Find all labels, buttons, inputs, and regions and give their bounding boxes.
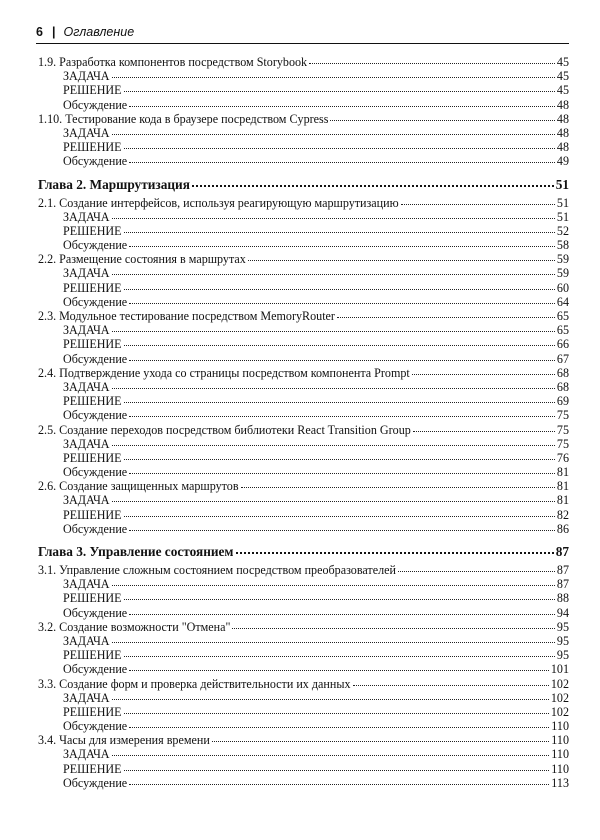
dot-leader <box>112 437 555 446</box>
toc-entry-label: 3.2. Создание возможности "Отмена" <box>38 619 231 634</box>
toc-entry-section[interactable] <box>38 733 569 747</box>
toc-entry-label: РЕШЕНИЕ <box>63 761 122 776</box>
toc-entry-sub[interactable] <box>38 352 569 366</box>
toc-entry-sub[interactable] <box>38 69 569 83</box>
toc-entry-chapter[interactable] <box>38 544 569 560</box>
dot-leader <box>124 705 549 714</box>
dot-leader <box>129 776 549 785</box>
toc-entry-page: 102 <box>550 690 569 705</box>
toc-entry-label: 1.9. Разработка компонентов посредством Storybook <box>38 55 308 69</box>
toc-entry-label: 2.5. Создание переходов посредством библиотеки React Transition Group <box>38 422 411 437</box>
toc-entry-page: 87 <box>555 544 569 559</box>
toc-entry-sub[interactable] <box>38 210 569 224</box>
dot-leader <box>112 380 555 389</box>
toc-entry-page: 113 <box>551 775 569 790</box>
toc-entry-sub[interactable] <box>38 98 569 112</box>
dot-leader <box>124 591 555 600</box>
toc-entry-sub[interactable] <box>38 337 569 351</box>
toc-entry-page: 48 <box>556 97 569 112</box>
page-number: 6 <box>36 25 43 39</box>
toc-entry-sub[interactable] <box>38 719 569 733</box>
toc-entry-section[interactable] <box>38 252 569 266</box>
toc-entry-page: 51 <box>556 209 569 224</box>
toc-entry-page: 69 <box>556 394 569 409</box>
toc-entry-sub[interactable] <box>38 437 569 451</box>
toc-entry-page: 75 <box>556 408 569 423</box>
dot-leader <box>124 140 555 149</box>
toc-entry-sub[interactable] <box>38 662 569 676</box>
toc-entry-label: Обсуждение <box>63 719 128 734</box>
running-header <box>36 22 569 42</box>
toc-entry-label: 2.2. Размещение состояния в маршрутах <box>38 252 246 267</box>
toc-entry-page: 95 <box>556 619 569 634</box>
toc-entry-label: Обсуждение <box>63 465 128 480</box>
dot-leader <box>112 493 555 502</box>
dot-leader <box>124 762 550 771</box>
toc-entry-sub[interactable] <box>38 606 569 620</box>
toc-entry-label: 2.4. Подтверждение ухода со страницы посредством компонента Prompt <box>38 365 410 380</box>
dot-leader <box>413 423 555 432</box>
toc-entry-label: Глава 3. Управление состоянием <box>38 544 234 559</box>
toc-entry-label: ЗАДАЧА <box>63 266 110 281</box>
toc-entry-sub[interactable] <box>38 762 569 776</box>
toc-entry-section[interactable] <box>38 423 569 437</box>
toc-entry-page: 66 <box>556 337 569 352</box>
toc-entry-page: 45 <box>556 83 569 98</box>
toc-entry-page: 48 <box>556 140 569 155</box>
toc-entry-page: 110 <box>551 719 569 734</box>
toc-entry-label: РЕШЕНИЕ <box>63 648 122 663</box>
dot-leader <box>129 522 555 531</box>
toc-entry-page: 75 <box>556 436 569 451</box>
toc-entry-page: 81 <box>556 465 569 480</box>
toc-entry-label: Обсуждение <box>63 154 128 169</box>
toc-entry-page: 95 <box>556 648 569 663</box>
toc-entry-sub[interactable] <box>38 522 569 536</box>
toc-entry-page: 60 <box>556 280 569 295</box>
toc-entry-label: РЕШЕНИЕ <box>63 83 122 98</box>
toc-entry-label: 3.1. Управление сложным состоянием посредством преобразователей <box>38 563 396 577</box>
toc-entry-label: Обсуждение <box>63 662 128 677</box>
toc-entry-page: 110 <box>551 733 569 748</box>
toc-entry-label: РЕШЕНИЕ <box>63 591 122 606</box>
toc-entry-page: 88 <box>556 591 569 606</box>
toc-entry-page: 48 <box>556 125 569 140</box>
toc-entry-label: РЕШЕНИЕ <box>63 337 122 352</box>
toc-entry-sub[interactable] <box>38 408 569 422</box>
header-title: Оглавление <box>63 25 135 39</box>
toc-entry-page: 110 <box>551 761 569 776</box>
toc-entry-label: 2.3. Модульное тестирование посредством MemoryRouter <box>38 309 335 323</box>
toc-entry-section[interactable] <box>38 55 569 69</box>
toc-entry-page: 58 <box>556 238 569 253</box>
toc-entry-page: 48 <box>556 111 569 126</box>
toc-entry-sub[interactable] <box>38 705 569 719</box>
toc-entry-sub[interactable] <box>38 380 569 394</box>
dot-leader <box>124 224 555 233</box>
dot-leader <box>124 337 555 346</box>
dot-leader <box>192 177 554 187</box>
toc-entry-label: РЕШЕНИЕ <box>63 450 122 465</box>
toc-entry-sub[interactable] <box>38 126 569 140</box>
dot-leader <box>112 634 555 643</box>
chapter-spacer <box>38 169 569 177</box>
header-separator: | <box>52 25 56 39</box>
toc-entry-label: РЕШЕНИЕ <box>63 704 122 719</box>
toc-entry-sub[interactable] <box>38 465 569 479</box>
toc-entry-sub[interactable] <box>38 747 569 761</box>
dot-leader <box>124 508 555 517</box>
dot-leader <box>112 747 550 756</box>
dot-leader <box>124 451 555 460</box>
toc-entry-label: 3.4. Часы для измерения времени <box>38 733 210 748</box>
toc-entry-sub[interactable] <box>38 451 569 465</box>
toc-entry-label: Обсуждение <box>63 521 128 536</box>
toc-entry-page: 51 <box>555 176 569 192</box>
dot-leader <box>129 238 555 247</box>
toc-entry-label: ЗАДАЧА <box>63 379 110 394</box>
toc-entry-label: 1.10. Тестирование кода в браузере посредством Cypress <box>38 111 329 126</box>
toc-entry-sub[interactable] <box>38 776 569 790</box>
toc-entry-page: 87 <box>556 577 569 592</box>
toc-entry-label: Обсуждение <box>63 238 128 253</box>
toc-entry-label: Глава 2. Маршрутизация <box>38 176 190 192</box>
toc-entry-page: 95 <box>556 633 569 648</box>
toc-entry-label: Обсуждение <box>63 351 128 366</box>
toc-entry-page: 102 <box>550 676 569 691</box>
toc-entry-section[interactable] <box>38 366 569 380</box>
dot-leader <box>129 719 549 728</box>
dot-leader <box>129 295 555 304</box>
toc-entry-label: РЕШЕНИЕ <box>63 223 122 238</box>
toc-entry-sub[interactable] <box>38 154 569 168</box>
toc-entry-page: 82 <box>556 507 569 522</box>
toc-entry-page: 64 <box>556 294 569 309</box>
toc-entry-page: 68 <box>556 365 569 380</box>
dot-leader <box>129 352 555 361</box>
toc-entry-label: ЗАДАЧА <box>63 125 110 140</box>
toc-entry-sub[interactable] <box>38 493 569 507</box>
dot-leader <box>241 479 555 488</box>
dot-leader <box>112 266 555 275</box>
dot-leader <box>112 210 555 219</box>
header-rule <box>36 43 569 44</box>
dot-leader <box>112 691 549 700</box>
dot-leader <box>353 677 549 686</box>
toc-entry-label: 3.3. Создание форм и проверка действительности их данных <box>38 676 351 691</box>
toc-entry-section[interactable] <box>38 620 569 634</box>
dot-leader <box>248 252 555 261</box>
toc-entry-page: 59 <box>556 252 569 267</box>
toc-entry-label: Обсуждение <box>63 775 128 790</box>
toc-entry-label: ЗАДАЧА <box>63 436 110 451</box>
toc-entry-section[interactable] <box>38 479 569 493</box>
chapter-spacer <box>38 536 569 544</box>
toc-entry-page: 65 <box>556 323 569 338</box>
toc-entry-page: 110 <box>551 747 569 762</box>
dot-leader <box>129 662 549 671</box>
toc-entry-label: ЗАДАЧА <box>63 323 110 338</box>
toc-entry-sub[interactable] <box>38 238 569 252</box>
toc-entry-chapter[interactable] <box>38 177 569 193</box>
dot-leader <box>212 733 549 742</box>
toc-entry-page: 81 <box>556 479 569 494</box>
toc-entry-page: 102 <box>550 704 569 719</box>
toc-entry-label: 2.1. Создание интерфейсов, используя реагирующую маршрутизацию <box>38 195 399 210</box>
toc-entry-sub[interactable] <box>38 281 569 295</box>
dot-leader <box>112 69 555 78</box>
toc-entry-section[interactable] <box>38 563 569 577</box>
toc-entry-label: РЕШЕНИЕ <box>63 140 122 155</box>
dot-leader <box>309 55 555 64</box>
table-of-contents <box>38 55 569 790</box>
toc-entry-sub[interactable] <box>38 140 569 154</box>
toc-entry-label: ЗАДАЧА <box>63 633 110 648</box>
toc-entry-page: 86 <box>556 521 569 536</box>
toc-entry-page: 52 <box>556 223 569 238</box>
dot-leader <box>124 281 555 290</box>
dot-leader <box>112 323 555 332</box>
toc-entry-sub[interactable] <box>38 508 569 522</box>
dot-leader <box>398 563 555 572</box>
dot-leader <box>412 366 555 375</box>
toc-entry-label: Обсуждение <box>63 605 128 620</box>
dot-leader <box>337 309 555 318</box>
dot-leader <box>330 112 554 121</box>
toc-entry-sub[interactable] <box>38 691 569 705</box>
toc-entry-label: РЕШЕНИЕ <box>63 394 122 409</box>
dot-leader <box>112 126 555 135</box>
toc-entry-page: 68 <box>556 379 569 394</box>
toc-entry-label: ЗАДАЧА <box>63 577 110 592</box>
dot-leader <box>401 196 555 205</box>
toc-entry-page: 45 <box>556 55 569 69</box>
toc-entry-page: 45 <box>556 69 569 84</box>
dot-leader <box>129 154 555 163</box>
dot-leader <box>129 98 555 107</box>
toc-entry-sub[interactable] <box>38 634 569 648</box>
toc-entry-label: ЗАДАЧА <box>63 209 110 224</box>
toc-entry-section[interactable] <box>38 309 569 323</box>
toc-entry-label: ЗАДАЧА <box>63 690 110 705</box>
toc-entry-sub[interactable] <box>38 648 569 662</box>
toc-entry-sub[interactable] <box>38 577 569 591</box>
toc-entry-page: 101 <box>550 662 569 677</box>
toc-entry-section[interactable] <box>38 677 569 691</box>
toc-entry-sub[interactable] <box>38 266 569 280</box>
toc-entry-page: 94 <box>556 605 569 620</box>
toc-entry-sub[interactable] <box>38 295 569 309</box>
toc-entry-label: ЗАДАЧА <box>63 493 110 508</box>
toc-entry-sub[interactable] <box>38 83 569 97</box>
dot-leader <box>124 648 555 657</box>
toc-entry-sub[interactable] <box>38 394 569 408</box>
toc-entry-page: 81 <box>556 493 569 508</box>
toc-entry-label: Обсуждение <box>63 408 128 423</box>
toc-entry-sub[interactable] <box>38 591 569 605</box>
toc-entry-label: ЗАДАЧА <box>63 69 110 84</box>
toc-entry-label: Обсуждение <box>63 294 128 309</box>
toc-entry-page: 87 <box>556 563 569 577</box>
toc-entry-label: Обсуждение <box>63 97 128 112</box>
dot-leader <box>129 606 555 615</box>
toc-entry-page: 59 <box>556 266 569 281</box>
toc-entry-sub[interactable] <box>38 323 569 337</box>
dot-leader <box>236 544 554 554</box>
dot-leader <box>129 465 555 474</box>
toc-entry-sub[interactable] <box>38 224 569 238</box>
toc-entry-page: 65 <box>556 309 569 323</box>
toc-entry-section[interactable] <box>38 196 569 210</box>
toc-entry-section[interactable] <box>38 112 569 126</box>
toc-entry-page: 49 <box>556 154 569 169</box>
dot-leader <box>129 408 555 417</box>
toc-entry-label: РЕШЕНИЕ <box>63 507 122 522</box>
toc-entry-label: РЕШЕНИЕ <box>63 280 122 295</box>
dot-leader <box>112 577 555 586</box>
toc-entry-page: 67 <box>556 351 569 366</box>
toc-entry-page: 76 <box>556 450 569 465</box>
toc-entry-page: 51 <box>556 195 569 210</box>
dot-leader <box>232 620 554 629</box>
dot-leader <box>124 394 555 403</box>
toc-entry-label: 2.6. Создание защищенных маршрутов <box>38 479 239 494</box>
toc-entry-page: 75 <box>556 422 569 437</box>
toc-entry-label: ЗАДАЧА <box>63 747 110 762</box>
dot-leader <box>124 83 555 92</box>
